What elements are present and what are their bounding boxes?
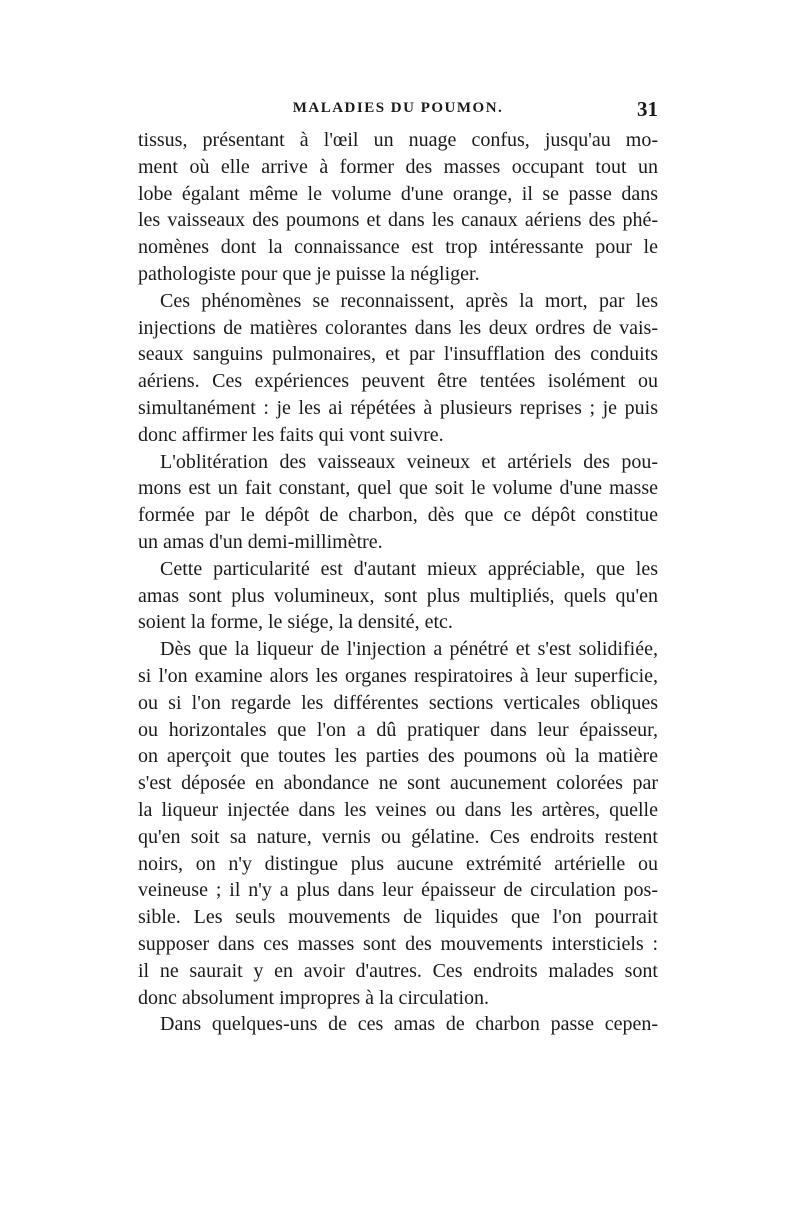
text-line: sible. Les seuls mouvements de liquides que l'on pourrait [138, 906, 658, 929]
running-title: MALADIES DU POUMON. [292, 100, 504, 116]
text-line: les vaisseaux des poumons et dans les canaux aériens des phé- [138, 209, 658, 232]
text-line: Ces phénomènes se reconnaissent, après la mort, par les [160, 289, 658, 312]
text-line: simultanément : je les ai répétées à plusieurs reprises ; je puis [138, 396, 658, 419]
text-line: nomènes dont la connaissance est trop intéressante pour le [138, 236, 658, 259]
text-line: il ne saurait y en avoir d'autres. Ces endroits malades sont [138, 959, 658, 982]
text-line: mons est un fait constant, quel que soit le volume d'une masse [138, 477, 658, 500]
text-line: un amas d'un demi-millimètre. [138, 530, 383, 553]
text-line: tissus, présentant à l'œil un nuage confus, jusqu'au mo- [138, 129, 658, 151]
text-line: s'est déposée en abondance ne sont aucunement colorées par [138, 772, 658, 795]
text-line: donc affirmer les faits qui vont suivre. [138, 423, 444, 446]
text-line: Cette particularité est d'autant mieux appréciable, que les [160, 557, 658, 580]
text-line: L'oblitération des vaisseaux veineux et artériels des pou- [160, 450, 658, 473]
text-line: noirs, on n'y distingue plus aucune extrémité artérielle ou [138, 852, 658, 875]
text-line: ment où elle arrive à former des masses occupant tout un [138, 155, 658, 178]
page-header [138, 97, 658, 124]
text-line: supposer dans ces masses sont des mouvements intersticiels : [138, 932, 658, 955]
text-line: lobe égalant même le volume d'une orange, il se passe dans [138, 182, 658, 205]
text-line: seaux sanguins pulmonaires, et par l'insufflation des conduits [138, 343, 658, 366]
text-line: si l'on examine alors les organes respiratoires à leur superficie, [138, 664, 658, 687]
text-line: la liqueur injectée dans les veines ou dans les artères, quelle [138, 798, 658, 821]
page-number: 31 [637, 97, 658, 121]
text-line: Dans quelques-uns de ces amas de charbon passe cepen- [160, 1013, 658, 1036]
text-line: ou horizontales que l'on a dû pratiquer dans leur épaisseur, [138, 718, 658, 741]
text-line: formée par le dépôt de charbon, dès que ce dépôt constitue [138, 504, 658, 527]
text-line: veineuse ; il n'y a plus dans leur épaisseur de circulation pos- [138, 879, 658, 902]
text-line: injections de matières colorantes dans les deux ordres de vais- [138, 316, 658, 339]
text-line: pathologiste pour que je puisse la négliger. [138, 262, 480, 285]
text-line: on aperçoit que toutes les parties des poumons où la matière [138, 745, 658, 768]
text-line: amas sont plus volumineux, sont plus multipliés, quels qu'en [138, 584, 658, 607]
text-line: donc absolument impropres à la circulation. [138, 986, 490, 1009]
text-line: soient la forme, le siége, la densité, etc. [138, 611, 453, 634]
text-line: ou si l'on regarde les différentes sections verticales obliques [138, 691, 658, 714]
text-line: aériens. Ces expériences peuvent être tentées isolément ou [138, 370, 658, 393]
text-line: Dès que la liqueur de l'injection a pénétré et s'est solidifiée, [160, 638, 658, 661]
text-line: qu'en soit sa nature, vernis ou gélatine. Ces endroits restent [138, 825, 658, 848]
body-text [138, 127, 658, 1038]
